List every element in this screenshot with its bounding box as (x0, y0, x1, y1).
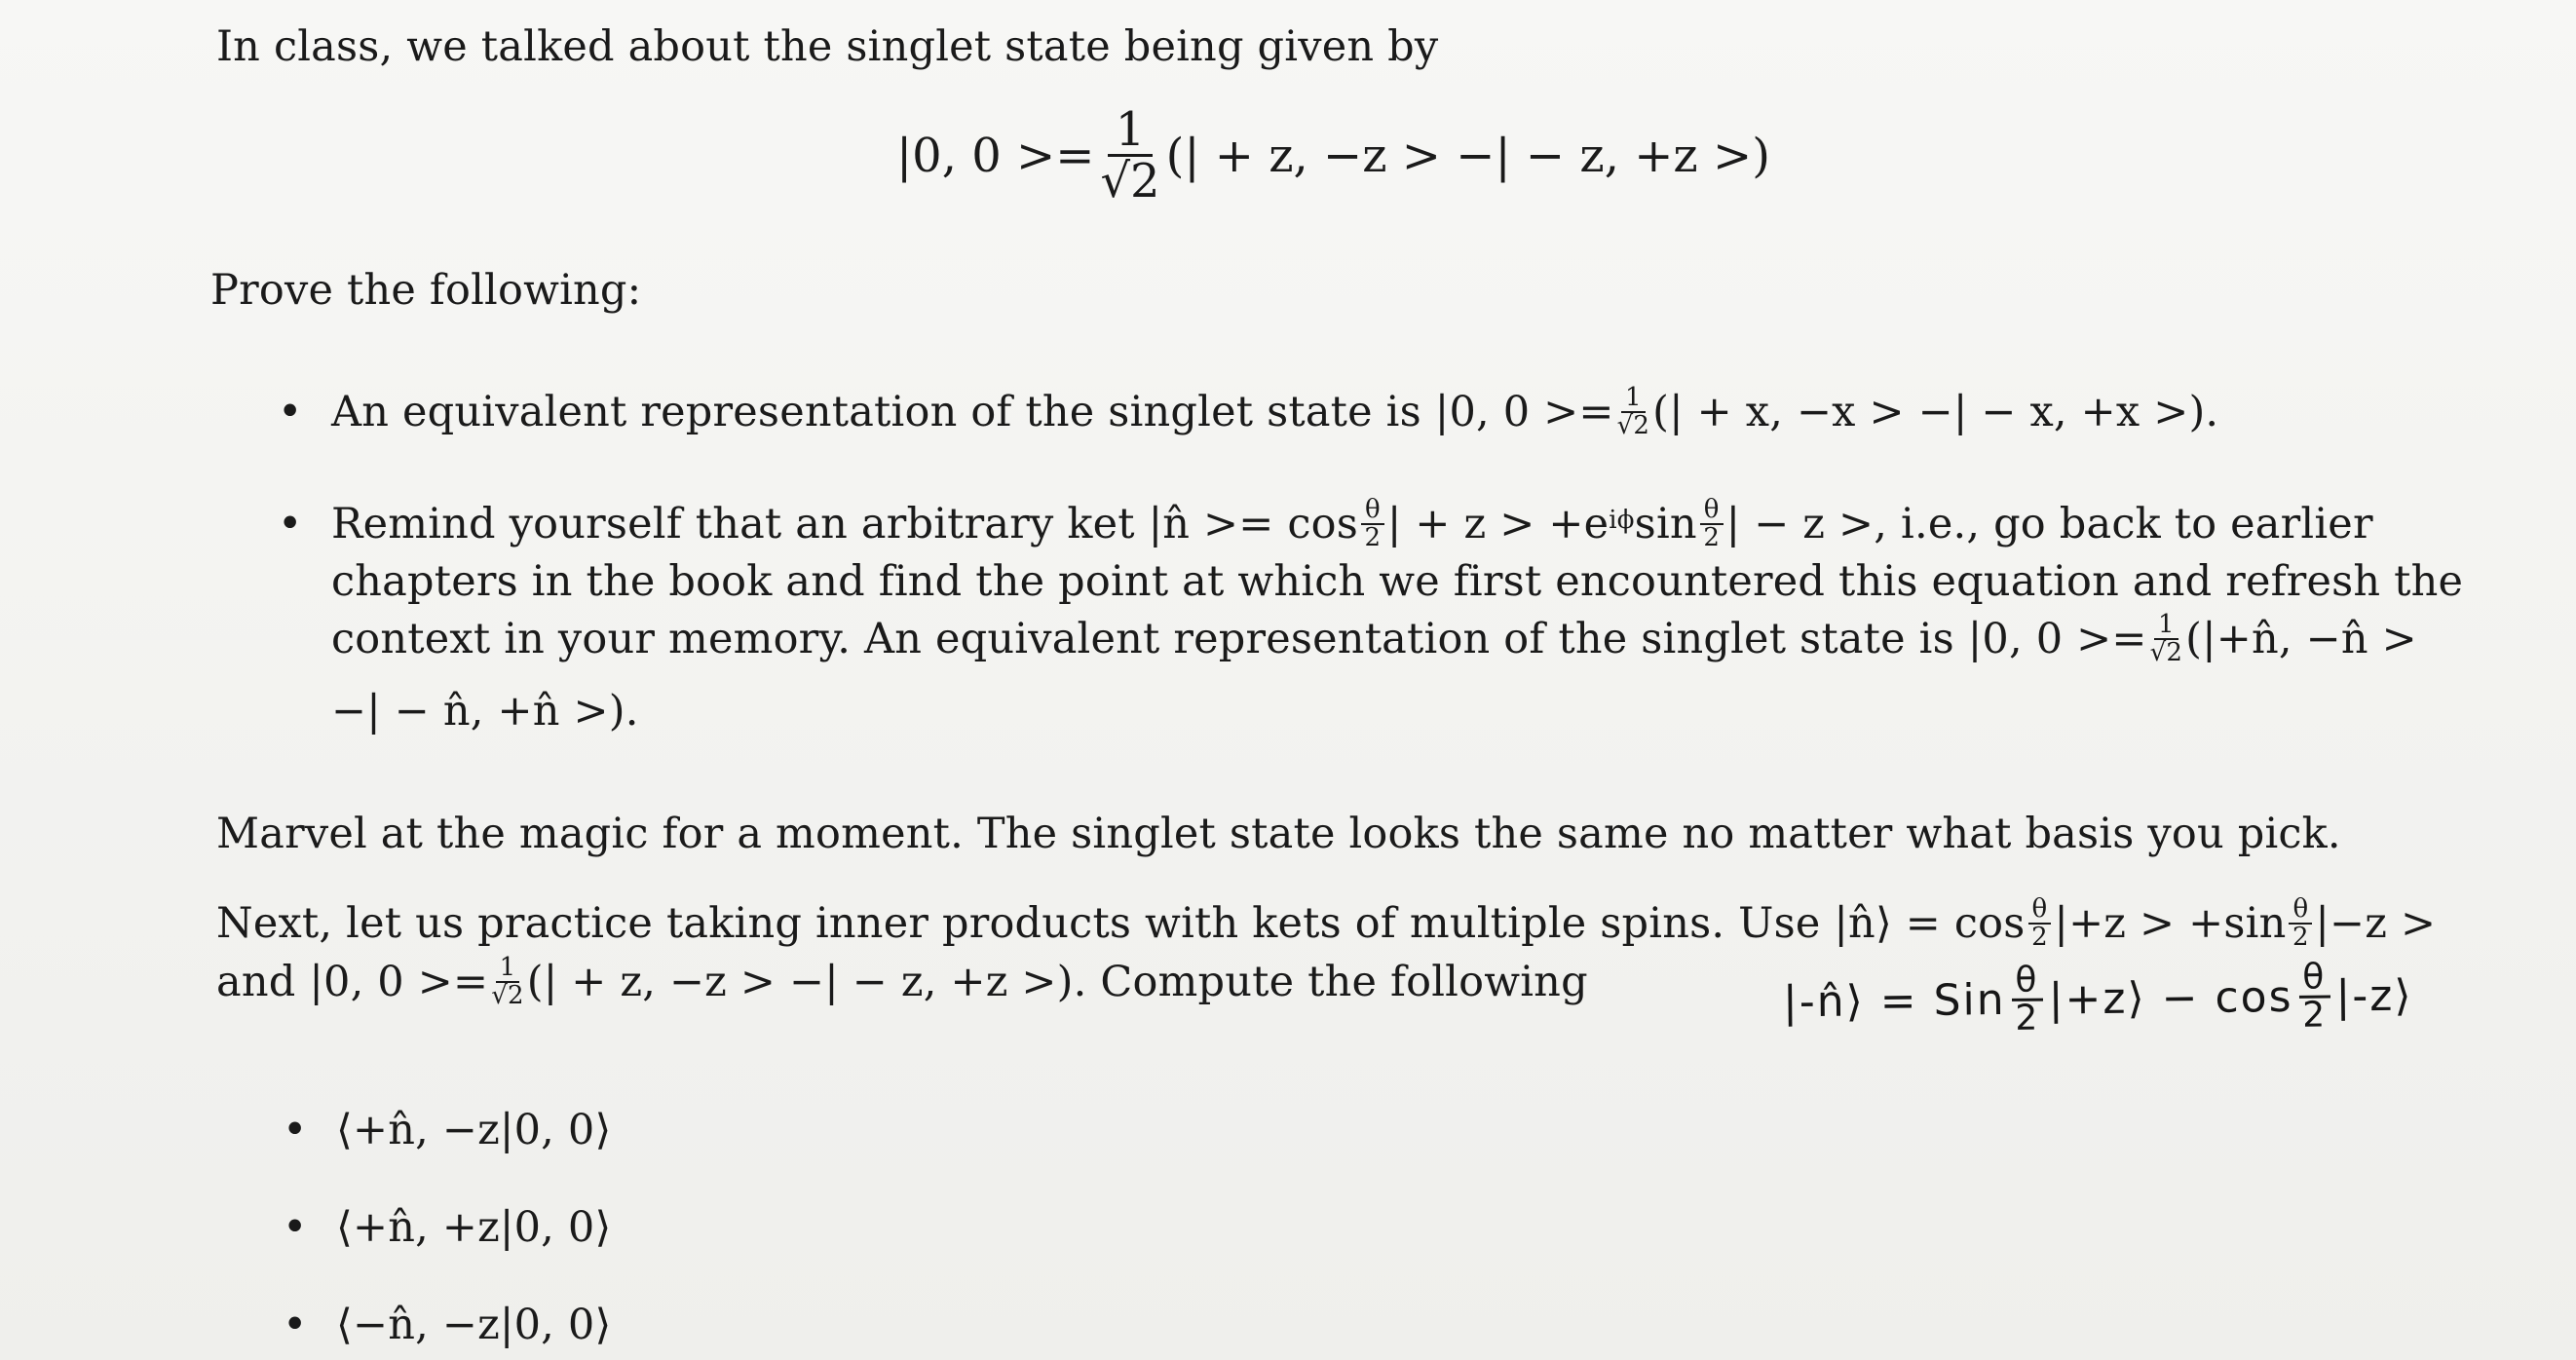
handwritten-text: |-z⟩ (2335, 970, 2413, 1022)
bullet-2-text: (|+n̂, −n̂ > (2185, 615, 2417, 663)
frac-den: 2 (2015, 998, 2040, 1039)
next-text: |+z > +sin (2054, 899, 2287, 948)
next-line-1 (216, 894, 2436, 953)
frac-den: 2 (2292, 923, 2309, 952)
singlet-frac-den: √2 (1100, 154, 1160, 209)
theta-half-fraction (1700, 494, 1724, 552)
frac-den: √2 (491, 981, 524, 1010)
bullet-2-text: context in your memory. An equivalent representation of the singlet state is |0, 0 >= (331, 615, 2147, 663)
frac-den: 2 (2302, 995, 2328, 1036)
frac-den: 2 (2031, 923, 2048, 952)
bullet-1-fraction (1616, 382, 1650, 440)
bullet-2-line-1 (331, 495, 2373, 553)
compute-item: ⟨+n̂, +z|0, 0⟩ (336, 1203, 612, 1252)
singlet-fraction (1100, 102, 1160, 209)
next-text: |−z > (2315, 899, 2437, 948)
singlet-lhs: |0, 0 >= (896, 128, 1095, 183)
bullet-2-text: Remind yourself that an arbitrary ket |n̂ >= cos (331, 500, 1358, 548)
frac-num: θ (2011, 963, 2042, 1001)
frac-num: 1 (496, 955, 520, 983)
next-text: (| + z, −z > −| − z, +z >). Compute the following (526, 958, 1588, 1006)
intro-line: In class, we talked about the singlet state being given by (216, 22, 1439, 71)
next-line-2 (216, 953, 1588, 1011)
bullet-dot: • (283, 1301, 308, 1349)
marvel-line: Marvel at the magic for a moment. The singlet state looks the same no matter what basis you pick. (216, 810, 2341, 858)
handwritten-fraction (2011, 960, 2043, 1039)
bullet-1-text-before: An equivalent representation of the singlet state is |0, 0 >= (331, 388, 1614, 436)
frac-den: √2 (2149, 638, 2183, 667)
singlet-rhs: (| + z, −z > −| − z, +z >) (1165, 128, 1770, 183)
prove-heading: Prove the following: (210, 266, 642, 315)
frac-num: θ (2298, 961, 2330, 999)
bullet-dot: • (278, 388, 303, 436)
frac-den: 2 (1364, 523, 1382, 552)
bullet-2-text: | + z > +e (1386, 500, 1610, 548)
one-over-root2-fraction (491, 952, 524, 1010)
compute-item: ⟨−n̂, −z|0, 0⟩ (336, 1301, 612, 1349)
exponent: iϕ (1609, 506, 1635, 535)
handwritten-fraction (2298, 957, 2330, 1036)
bullet-2-text: | − z >, i.e., go back to earlier (1725, 500, 2373, 548)
bullet-dot: • (278, 500, 303, 548)
bullet-2-line-2: chapters in the book and find the point at which we first encountered this equation and refresh the (331, 557, 2464, 606)
bullet-1 (331, 383, 2218, 441)
bullet-dot: • (283, 1203, 308, 1252)
next-text: Next, let us practice taking inner products with kets of multiple spins. Use |n̂⟩ = cos (216, 899, 2026, 948)
singlet-equation (896, 102, 1770, 209)
frac-den: 2 (1703, 523, 1721, 552)
frac-num: 1 (2154, 612, 2178, 640)
bullet-2-text: sin (1634, 500, 1697, 548)
bullet-1-text-after: (| + x, −x > −| − x, +x >). (1652, 388, 2219, 436)
bullet-dot: • (283, 1106, 308, 1154)
bullet-1-frac-den: √2 (1616, 411, 1650, 440)
theta-half-fraction (1361, 494, 1384, 552)
frac-num: θ (1700, 497, 1724, 525)
compute-item: ⟨+n̂, −z|0, 0⟩ (336, 1106, 612, 1154)
frac-num: θ (2289, 896, 2312, 925)
singlet-frac-num: 1 (1108, 105, 1154, 157)
handwritten-text: |+z⟩ − cos (2048, 971, 2293, 1025)
bullet-2-line-4: −| − n̂, +n̂ >). (331, 687, 639, 736)
theta-half-fraction (2289, 893, 2312, 952)
next-text: and |0, 0 >= (216, 958, 489, 1006)
one-over-root2-fraction (2149, 609, 2183, 667)
frac-num: θ (2028, 896, 2052, 925)
bullet-1-frac-num: 1 (1621, 385, 1646, 413)
frac-num: θ (1361, 497, 1384, 525)
bullet-2-line-3 (331, 610, 2417, 668)
handwritten-text: |-n̂⟩ = Sin (1782, 974, 2006, 1028)
theta-half-fraction (2028, 893, 2052, 952)
handwritten-note (1782, 957, 2413, 1039)
